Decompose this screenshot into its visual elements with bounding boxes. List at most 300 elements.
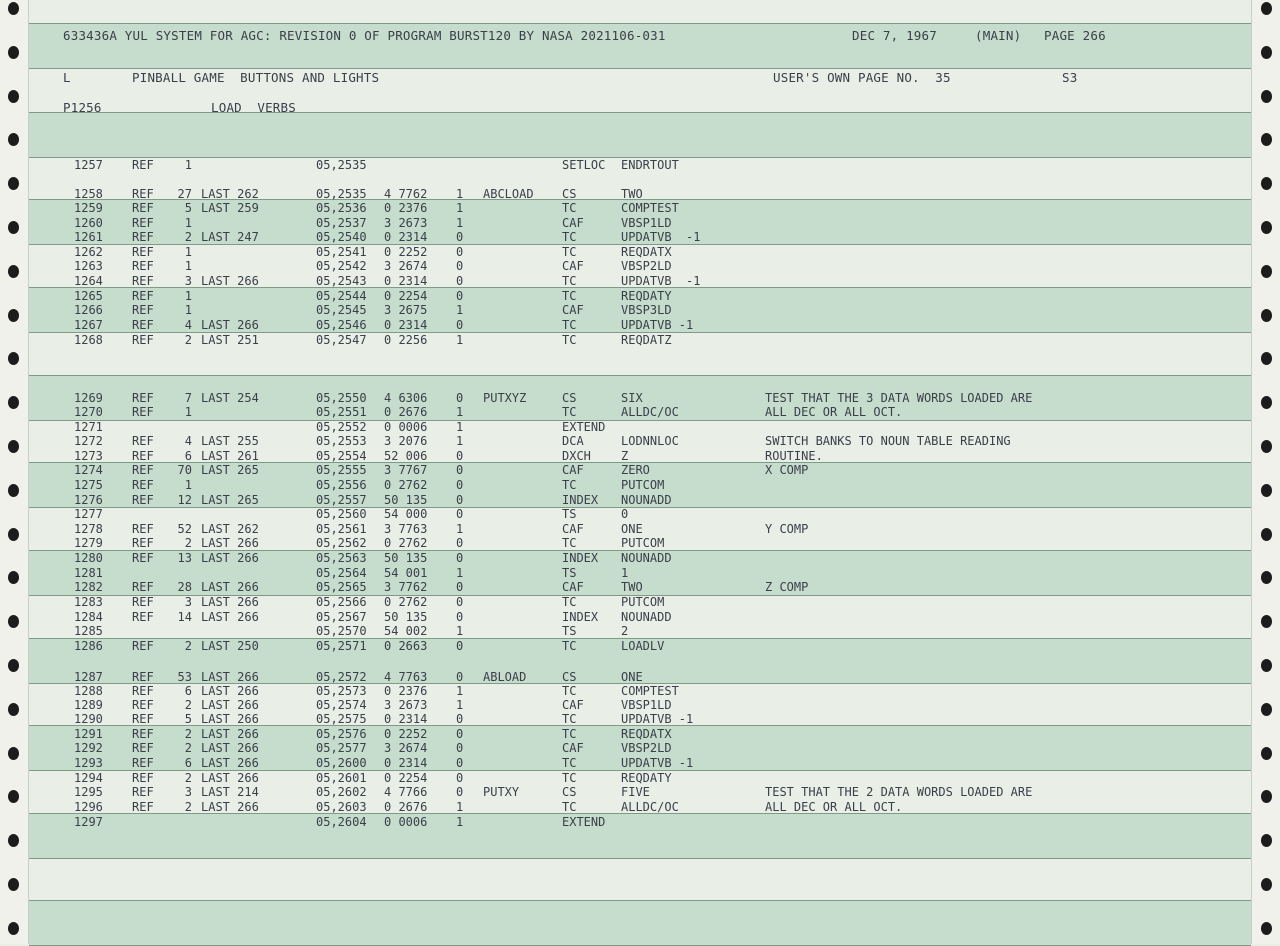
ref-count: 7 <box>184 391 192 405</box>
last-page: LAST 266 <box>201 580 259 594</box>
line-number: 1296 <box>74 800 103 814</box>
ref-count: 27 <box>177 187 192 201</box>
operand: ZERO <box>621 463 650 477</box>
parity-flag: 0 <box>456 318 464 332</box>
parity-flag: 0 <box>456 712 464 726</box>
operand: UPDATVB -1 <box>621 756 694 770</box>
ref-marker: REF <box>132 610 154 624</box>
operand: ONE <box>621 522 643 536</box>
operand: VBSP1LD <box>621 698 672 712</box>
listing-row <box>29 216 1251 230</box>
opcode: TS <box>562 507 577 521</box>
operand: REQDATX <box>621 245 672 259</box>
last-page: LAST 266 <box>201 771 259 785</box>
tractor-hole <box>1261 790 1272 803</box>
address: 05,2566 <box>316 595 367 609</box>
operand: COMPTEST <box>621 201 679 215</box>
label: PUTXYZ <box>483 391 527 405</box>
address: 05,2553 <box>316 434 367 448</box>
ref-count: 1 <box>184 303 192 317</box>
octal-word: 3 2076 <box>384 434 428 448</box>
ref-marker: REF <box>132 303 154 317</box>
listing-row <box>29 551 1251 565</box>
octal-word: 4 7762 <box>384 187 428 201</box>
tractor-hole <box>8 309 19 322</box>
opcode: SETLOC <box>562 158 606 172</box>
last-page: LAST 266 <box>201 712 259 726</box>
opcode: CAF <box>562 741 584 755</box>
ref-count: 28 <box>177 580 192 594</box>
last-page: LAST 250 <box>201 639 259 653</box>
listing-row <box>29 536 1251 550</box>
address: 05,2604 <box>316 815 367 829</box>
address: 05,2545 <box>316 303 367 317</box>
last-page: LAST 259 <box>201 201 259 215</box>
ref-count: 53 <box>177 670 192 684</box>
ref-marker: REF <box>132 230 154 244</box>
address: 05,2536 <box>316 201 367 215</box>
line-number: 1279 <box>74 536 103 550</box>
line-number: 1281 <box>74 566 103 580</box>
ref-count: 1 <box>184 216 192 230</box>
tractor-hole <box>8 528 19 541</box>
tractor-hole <box>1261 484 1272 497</box>
line-number: 1294 <box>74 771 103 785</box>
tractor-hole <box>1261 177 1272 190</box>
line-number: 1260 <box>74 216 103 230</box>
address: 05,2556 <box>316 478 367 492</box>
ref-marker: REF <box>132 391 154 405</box>
ref-count: 6 <box>184 449 192 463</box>
listing-row <box>29 318 1251 332</box>
tractor-hole <box>1261 747 1272 760</box>
tractor-hole <box>8 133 19 146</box>
octal-word: 3 2674 <box>384 259 428 273</box>
octal-word: 0 2762 <box>384 536 428 550</box>
address: 05,2600 <box>316 756 367 770</box>
address: 05,2564 <box>316 566 367 580</box>
header-date: DEC 7, 1967 <box>852 28 937 43</box>
tractor-hole <box>8 922 19 935</box>
ref-count: 1 <box>184 245 192 259</box>
ref-count: 2 <box>184 333 192 347</box>
listing-row <box>29 245 1251 259</box>
operand: UPDATVB -1 <box>621 712 694 726</box>
ref-marker: REF <box>132 727 154 741</box>
line-number: 1278 <box>74 522 103 536</box>
octal-word: 0 2762 <box>384 595 428 609</box>
operand: REQDATY <box>621 771 672 785</box>
ref-marker: REF <box>132 522 154 536</box>
line-number: 1262 <box>74 245 103 259</box>
listing-row <box>29 187 1251 201</box>
comment: TEST THAT THE 3 DATA WORDS LOADED ARE <box>765 391 1033 405</box>
operand: 2 <box>621 624 629 638</box>
line-number: 1257 <box>74 158 103 172</box>
tractor-hole <box>8 571 19 584</box>
header-page-number: PAGE 266 <box>1044 28 1106 43</box>
tractor-hole <box>8 484 19 497</box>
octal-word: 0 2314 <box>384 318 428 332</box>
parity-flag: 1 <box>456 624 464 638</box>
address: 05,2552 <box>316 420 367 434</box>
address: 05,2567 <box>316 610 367 624</box>
opcode: CS <box>562 391 577 405</box>
operand: ENDRTOUT <box>621 158 679 172</box>
operand: UPDATVB -1 <box>621 318 694 332</box>
listing-row <box>29 815 1251 829</box>
address: 05,2601 <box>316 771 367 785</box>
opcode: CAF <box>562 522 584 536</box>
opcode: DCA <box>562 434 584 448</box>
ref-marker: REF <box>132 405 154 419</box>
octal-word: 3 2673 <box>384 216 428 230</box>
line-number: 1292 <box>74 741 103 755</box>
ref-count: 12 <box>177 493 192 507</box>
tractor-hole <box>8 615 19 628</box>
parity-flag: 0 <box>456 670 464 684</box>
line-number: 1286 <box>74 639 103 653</box>
octal-word: 50 135 <box>384 493 428 507</box>
last-page: LAST 266 <box>201 595 259 609</box>
users-page-number: USER'S OWN PAGE NO. 35 <box>773 70 951 85</box>
tractor-hole <box>8 352 19 365</box>
tractor-hole <box>8 878 19 891</box>
operand: LOADLV <box>621 639 665 653</box>
octal-word: 0 2314 <box>384 274 428 288</box>
ref-marker: REF <box>132 259 154 273</box>
comment: ALL DEC OR ALL OCT. <box>765 405 903 419</box>
parity-flag: 1 <box>456 815 464 829</box>
line-number: 1266 <box>74 303 103 317</box>
ref-count: 4 <box>184 434 192 448</box>
address: 05,2537 <box>316 216 367 230</box>
opcode: TS <box>562 566 577 580</box>
parity-flag: 0 <box>456 536 464 550</box>
opcode: TC <box>562 684 577 698</box>
line-number: 1275 <box>74 478 103 492</box>
address: 05,2547 <box>316 333 367 347</box>
tractor-hole <box>1261 352 1272 365</box>
address: 05,2560 <box>316 507 367 521</box>
opcode: TC <box>562 800 577 814</box>
label: ABCLOAD <box>483 187 534 201</box>
tractor-hole <box>1261 659 1272 672</box>
tractor-hole <box>8 703 19 716</box>
tractor-hole <box>1261 440 1272 453</box>
tractor-hole <box>8 265 19 278</box>
parity-flag: 0 <box>456 391 464 405</box>
operand: NOUNADD <box>621 493 672 507</box>
address: 05,2535 <box>316 158 367 172</box>
last-page: LAST 266 <box>201 800 259 814</box>
parity-flag: 0 <box>456 449 464 463</box>
listing-row <box>29 463 1251 477</box>
listing-row <box>29 478 1251 492</box>
comment: Y COMP <box>765 522 809 536</box>
ref-marker: REF <box>132 595 154 609</box>
operand: UPDATVB -1 <box>621 230 701 244</box>
listing-row <box>29 391 1251 405</box>
line-number: 1284 <box>74 610 103 624</box>
page-id: P1256 <box>63 100 102 115</box>
line-number: 1280 <box>74 551 103 565</box>
octal-word: 0 2314 <box>384 712 428 726</box>
opcode: CAF <box>562 259 584 273</box>
last-page: LAST 266 <box>201 698 259 712</box>
parity-flag: 1 <box>456 216 464 230</box>
octal-word: 0 2252 <box>384 245 428 259</box>
opcode: DXCH <box>562 449 591 463</box>
ref-count: 52 <box>177 522 192 536</box>
last-page: LAST 247 <box>201 230 259 244</box>
header-main-label: (MAIN) <box>975 28 1022 43</box>
opcode: CAF <box>562 216 584 230</box>
operand: NOUNADD <box>621 610 672 624</box>
ref-marker: REF <box>132 289 154 303</box>
parity-flag: 1 <box>456 333 464 347</box>
octal-word: 0 2663 <box>384 639 428 653</box>
operand: 0 <box>621 507 629 521</box>
ref-count: 2 <box>184 536 192 550</box>
listing-row <box>29 756 1251 770</box>
ref-marker: REF <box>132 318 154 332</box>
octal-word: 3 7762 <box>384 580 428 594</box>
ref-count: 2 <box>184 800 192 814</box>
address: 05,2575 <box>316 712 367 726</box>
line-number: 1273 <box>74 449 103 463</box>
operand: REQDATY <box>621 289 672 303</box>
listing-row <box>29 670 1251 684</box>
parity-flag: 1 <box>456 684 464 698</box>
address: 05,2554 <box>316 449 367 463</box>
operand: TWO <box>621 580 643 594</box>
ref-count: 2 <box>184 639 192 653</box>
octal-word: 50 135 <box>384 551 428 565</box>
comment: X COMP <box>765 463 809 477</box>
tractor-hole <box>1261 2 1272 15</box>
parity-flag: 1 <box>456 405 464 419</box>
ref-count: 1 <box>184 289 192 303</box>
address: 05,2576 <box>316 727 367 741</box>
parity-flag: 0 <box>456 639 464 653</box>
address: 05,2563 <box>316 551 367 565</box>
parity-flag: 0 <box>456 289 464 303</box>
ref-count: 4 <box>184 318 192 332</box>
ref-marker: REF <box>132 274 154 288</box>
octal-word: 54 000 <box>384 507 428 521</box>
ref-marker: REF <box>132 785 154 799</box>
ref-count: 13 <box>177 551 192 565</box>
ref-count: 2 <box>184 741 192 755</box>
tractor-hole <box>8 221 19 234</box>
parity-flag: 1 <box>456 698 464 712</box>
operand: VBSP2LD <box>621 741 672 755</box>
line-number: 1259 <box>74 201 103 215</box>
opcode: TC <box>562 245 577 259</box>
ref-count: 2 <box>184 230 192 244</box>
comment: ROUTINE. <box>765 449 823 463</box>
line-number: 1277 <box>74 507 103 521</box>
line-number: 1282 <box>74 580 103 594</box>
tractor-hole <box>8 834 19 847</box>
last-page: LAST 266 <box>201 756 259 770</box>
ref-marker: REF <box>132 771 154 785</box>
address: 05,2565 <box>316 580 367 594</box>
last-page: LAST 266 <box>201 741 259 755</box>
address: 05,2561 <box>316 522 367 536</box>
parity-flag: 0 <box>456 756 464 770</box>
band <box>29 112 1251 158</box>
listing-row <box>29 595 1251 609</box>
tractor-hole <box>8 790 19 803</box>
listing-row <box>29 580 1251 594</box>
tractor-hole <box>8 659 19 672</box>
address: 05,2603 <box>316 800 367 814</box>
octal-word: 0 2254 <box>384 289 428 303</box>
ref-marker: REF <box>132 698 154 712</box>
operand: Z <box>621 449 629 463</box>
line-number: 1258 <box>74 187 103 201</box>
line-number: 1264 <box>74 274 103 288</box>
ref-marker: REF <box>132 580 154 594</box>
opcode: TC <box>562 771 577 785</box>
line-number: 1285 <box>74 624 103 638</box>
opcode: TC <box>562 712 577 726</box>
octal-word: 0 2314 <box>384 230 428 244</box>
octal-word: 54 001 <box>384 566 428 580</box>
tractor-hole <box>1261 834 1272 847</box>
octal-word: 0 0006 <box>384 815 428 829</box>
ref-marker: REF <box>132 158 154 172</box>
line-number: 1289 <box>74 698 103 712</box>
listing-row <box>29 259 1251 273</box>
label: ABLOAD <box>483 670 527 684</box>
opcode: INDEX <box>562 610 599 624</box>
tractor-hole <box>1261 528 1272 541</box>
address: 05,2550 <box>316 391 367 405</box>
address: 05,2557 <box>316 493 367 507</box>
ref-count: 1 <box>184 158 192 172</box>
parity-flag: 0 <box>456 580 464 594</box>
ref-marker: REF <box>132 478 154 492</box>
operand: PUTCOM <box>621 536 665 550</box>
comment: TEST THAT THE 2 DATA WORDS LOADED ARE <box>765 785 1033 799</box>
ref-count: 1 <box>184 405 192 419</box>
ref-marker: REF <box>132 449 154 463</box>
listing-row <box>29 624 1251 638</box>
subsection-title: LOAD VERBS <box>211 100 296 115</box>
listing-row <box>29 522 1251 536</box>
address: 05,2577 <box>316 741 367 755</box>
left-tractor-margin <box>0 0 29 944</box>
parity-flag: 0 <box>456 507 464 521</box>
section-code: S3 <box>1062 70 1078 85</box>
listing-row <box>29 566 1251 580</box>
octal-word: 0 2376 <box>384 684 428 698</box>
tractor-hole <box>1261 46 1272 59</box>
parity-flag: 0 <box>456 727 464 741</box>
ref-marker: REF <box>132 670 154 684</box>
opcode: CS <box>562 187 577 201</box>
operand: SIX <box>621 391 643 405</box>
tractor-hole <box>1261 878 1272 891</box>
ref-marker: REF <box>132 187 154 201</box>
comment: ALL DEC OR ALL OCT. <box>765 800 903 814</box>
address: 05,2572 <box>316 670 367 684</box>
opcode: CAF <box>562 303 584 317</box>
ref-count: 14 <box>177 610 192 624</box>
address: 05,2570 <box>316 624 367 638</box>
listing-row <box>29 333 1251 347</box>
opcode: EXTEND <box>562 420 606 434</box>
octal-word: 0 2256 <box>384 333 428 347</box>
operand: UPDATVB -1 <box>621 274 701 288</box>
parity-flag: 1 <box>456 800 464 814</box>
ref-marker: REF <box>132 756 154 770</box>
listing-row <box>29 449 1251 463</box>
parity-flag: 0 <box>456 785 464 799</box>
parity-flag: 0 <box>456 245 464 259</box>
ref-count: 3 <box>184 595 192 609</box>
line-number: 1268 <box>74 333 103 347</box>
line-number: 1288 <box>74 684 103 698</box>
last-page: LAST 266 <box>201 318 259 332</box>
last-page: LAST 265 <box>201 463 259 477</box>
opcode: CAF <box>562 698 584 712</box>
line-number: 1269 <box>74 391 103 405</box>
ref-marker: REF <box>132 463 154 477</box>
section-title: PINBALL GAME BUTTONS AND LIGHTS <box>132 70 380 85</box>
line-number: 1265 <box>74 289 103 303</box>
last-page: LAST 254 <box>201 391 259 405</box>
parity-flag: 0 <box>456 610 464 624</box>
last-page: LAST 214 <box>201 785 259 799</box>
octal-word: 4 7766 <box>384 785 428 799</box>
tractor-hole <box>1261 133 1272 146</box>
listing-row <box>29 639 1251 653</box>
comment: SWITCH BANKS TO NOUN TABLE READING <box>765 434 1011 448</box>
last-page: LAST 266 <box>201 551 259 565</box>
octal-word: 54 002 <box>384 624 428 638</box>
last-page: LAST 262 <box>201 187 259 201</box>
octal-word: 4 7763 <box>384 670 428 684</box>
last-page: LAST 265 <box>201 493 259 507</box>
octal-word: 0 2676 <box>384 800 428 814</box>
last-page: LAST 266 <box>201 670 259 684</box>
opcode: CS <box>562 785 577 799</box>
ref-count: 5 <box>184 712 192 726</box>
listing-row <box>29 741 1251 755</box>
listing-row <box>29 771 1251 785</box>
opcode: EXTEND <box>562 815 606 829</box>
address: 05,2540 <box>316 230 367 244</box>
listing-row <box>29 684 1251 698</box>
ref-marker: REF <box>132 536 154 550</box>
operand: FIVE <box>621 785 650 799</box>
tractor-hole <box>8 177 19 190</box>
address: 05,2541 <box>316 245 367 259</box>
octal-word: 0 2314 <box>384 756 428 770</box>
ref-marker: REF <box>132 800 154 814</box>
parity-flag: 1 <box>456 303 464 317</box>
opcode: TC <box>562 478 577 492</box>
listing-row <box>29 785 1251 799</box>
listing-row <box>29 493 1251 507</box>
line-number: 1263 <box>74 259 103 273</box>
header-title: 633436A YUL SYSTEM FOR AGC: REVISION 0 OF PROGRAM BURST120 BY NASA 2021106-031 <box>63 28 666 43</box>
parity-flag: 0 <box>456 595 464 609</box>
